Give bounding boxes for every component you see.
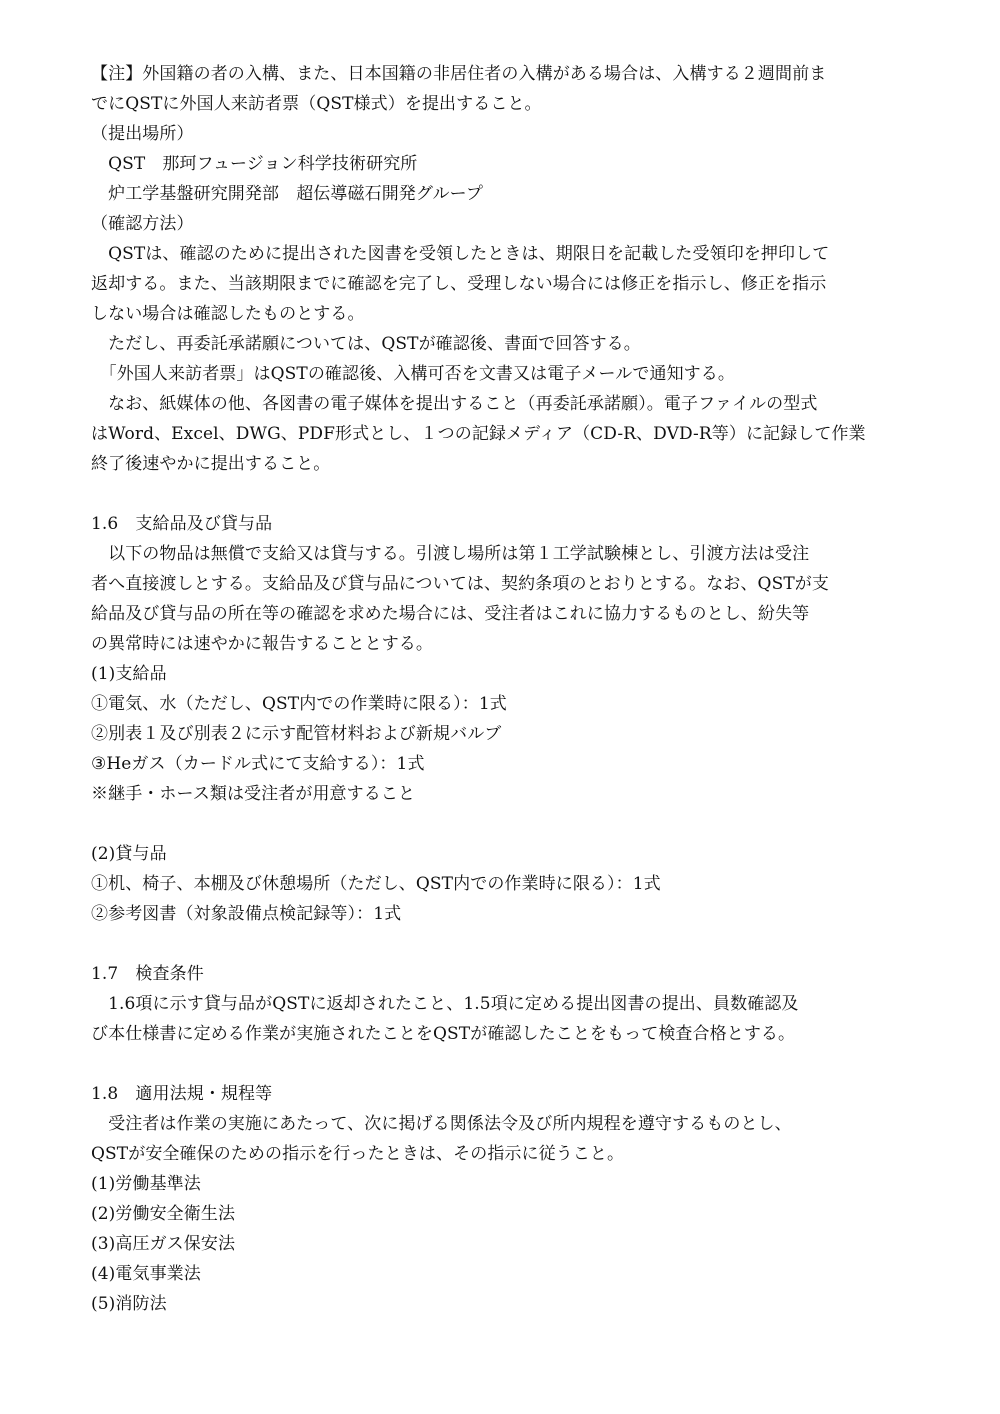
- section-1-8-body-line-1: 受注者は作業の実施にあたって、次に掲げる関係法令及び所内規程を遵守するものとし、: [91, 1114, 792, 1134]
- supplied-items-note: ※継手・ホース類は受注者が用意すること: [91, 784, 416, 804]
- section-1-6-title: 1.6 支給品及び貸与品: [91, 514, 273, 534]
- loaned-item-2: ②参考図書（対象設備点検記録等）：1式: [91, 904, 402, 924]
- confirmation-method-line-5: 「外国人来訪者票」はQSTの確認後、入構可否を文書又は電子メールで通知する。: [91, 364, 735, 384]
- spacer: [91, 809, 910, 839]
- loaned-items-heading: (2)貸与品: [91, 844, 167, 864]
- section-1-7-body-line-1: 1.6項に示す貸与品がQSTに返却されたこと、1.5項に定める提出図書の提出、員数確認及: [91, 994, 799, 1014]
- section-1-6-body-line-4: の異常時には速やかに報告することとする。: [91, 634, 433, 654]
- section-1-8-body-line-2: QSTが安全確保のための指示を行ったときは、その指示に従うこと。: [91, 1144, 625, 1164]
- section-1-6-body-line-1: 以下の物品は無償で支給又は貸与する。引渡し場所は第１工学試験棟とし、引渡方法は受注: [91, 544, 810, 564]
- supplied-item-3: ③Heガス（カードル式にて支給する）：1式: [91, 754, 425, 774]
- supplied-items-heading: (1)支給品: [91, 664, 167, 684]
- section-1-7-title: 1.7 検査条件: [91, 964, 204, 984]
- confirmation-method-heading: （確認方法）: [91, 214, 194, 234]
- note-line-2: でにQSTに外国人来訪者票（QST様式）を提出すること。: [91, 94, 542, 114]
- confirmation-method-line-7: はWord、Excel、DWG、PDF形式とし、１つの記録メディア（CD-R、DVD-R等）に記録して作業: [91, 424, 866, 444]
- confirmation-method-line-1: QSTは、確認のために提出された図書を受領したときは、期限日を記載した受領印を押印して: [91, 244, 830, 264]
- submission-place-heading: （提出場所）: [91, 124, 194, 144]
- confirmation-method-line-8: 終了後速やかに提出すること。: [91, 454, 331, 474]
- spacer: [91, 479, 910, 509]
- submission-place-line-2: 炉工学基盤研究開発部 超伝導磁石開発グループ: [91, 184, 483, 204]
- confirmation-method-line-3: しない場合は確認したものとする。: [91, 304, 365, 324]
- submission-place-line-1: QST 那珂フュージョン科学技術研究所: [91, 154, 418, 174]
- spacer: [91, 929, 910, 959]
- section-1-8-title: 1.8 適用法規・規程等: [91, 1084, 273, 1104]
- section-1-6-body-line-3: 給品及び貸与品の所在等の確認を求めた場合には、受注者はこれに協力するものとし、紛失等: [91, 604, 810, 624]
- law-item-4: (4)電気事業法: [91, 1264, 201, 1284]
- confirmation-method-line-2: 返却する。また、当該期限までに確認を完了し、受理しない場合には修正を指示し、修正を指示: [91, 274, 827, 294]
- law-item-2: (2)労働安全衛生法: [91, 1204, 236, 1224]
- section-1-7-body-line-2: び本仕様書に定める作業が実施されたことをQSTが確認したことをもって検査合格とする。: [91, 1024, 796, 1044]
- law-item-3: (3)高圧ガス保安法: [91, 1234, 236, 1254]
- spacer: [91, 1049, 910, 1079]
- loaned-item-1: ①机、椅子、本棚及び休憩場所（ただし、QST内での作業時に限る）：1式: [91, 874, 661, 894]
- section-1-6-body-line-2: 者へ直接渡しとする。支給品及び貸与品については、契約条項のとおりとする。なお、QSTが支: [91, 574, 829, 594]
- note-line-1: 【注】外国籍の者の入構、また、日本国籍の非居住者の入構がある場合は、入構する２週間前ま: [91, 64, 827, 84]
- supplied-item-2: ②別表１及び別表２に示す配管材料および新規バルブ: [91, 724, 502, 744]
- confirmation-method-line-4: ただし、再委託承諾願については、QSTが確認後、書面で回答する。: [91, 334, 641, 354]
- law-item-5: (5)消防法: [91, 1294, 167, 1314]
- supplied-item-1: ①電気、水（ただし、QST内での作業時に限る）：1式: [91, 694, 507, 714]
- confirmation-method-line-6: なお、紙媒体の他、各図書の電子媒体を提出すること（再委託承諾願）。電子ファイルの型式: [91, 394, 818, 414]
- law-item-1: (1)労働基準法: [91, 1174, 201, 1194]
